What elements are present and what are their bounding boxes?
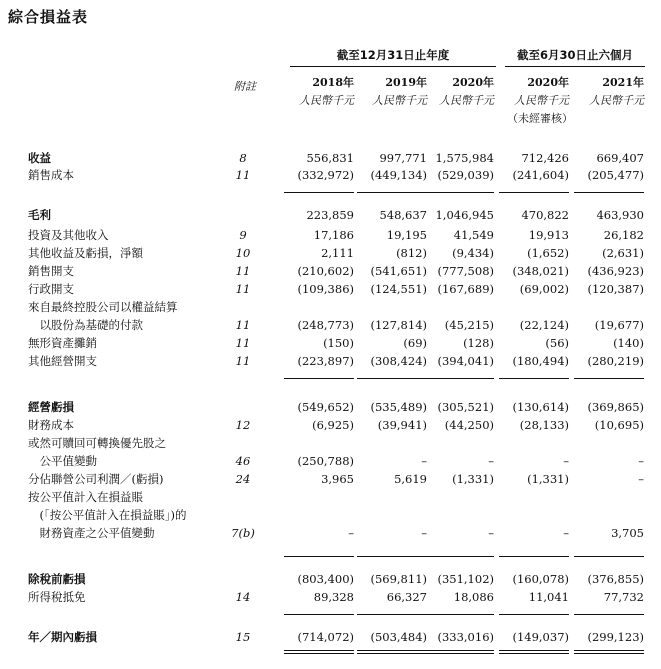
row-note: 9 [239,228,247,242]
row-value: (127,814) [370,318,427,332]
row-value: (128) [463,336,494,350]
year-group-rule [290,66,496,67]
row-label: 分佔聯營公司利潤／(虧損) [28,472,164,486]
row-value: (333,016) [437,630,494,644]
row-value: (241,604) [512,168,569,182]
year-header: 2019年 [385,76,427,89]
unit-header: 人民幣千元 [299,94,354,107]
year-group-header: 截至12月31日止年度 [336,48,450,62]
row-value: 3,705 [611,526,644,540]
row-value: (1,331) [527,472,569,486]
row-value: – [348,526,354,540]
row-value: 17,186 [313,228,354,242]
row-value: (569,811) [370,572,427,586]
row-value: (167,689) [437,282,494,296]
subtotal-rule [424,614,494,615]
total-rule [424,650,494,651]
note-column-header: 附註 [234,80,256,93]
row-label: 其他收益及虧損，淨額 [28,246,143,260]
row-value: – [488,526,494,540]
total-rule [574,653,644,654]
row-note: 24 [235,472,251,486]
subtotal-rule [574,192,644,193]
row-value: 26,182 [603,228,644,242]
row-value: (1,331) [452,472,494,486]
subtotal-rule [424,192,494,193]
row-note: 11 [235,336,251,350]
row-value: (69) [403,336,427,350]
row-label: 無形資產攤銷 [28,336,97,350]
row-label: (「按公平值計入在損益賬」)的 [28,508,187,522]
row-value: (210,602) [297,264,354,278]
unit-header: 人民幣千元 [372,94,427,107]
row-value: (299,123) [587,630,644,644]
row-value: – [421,526,427,540]
unit-header: 人民幣千元 [589,94,644,107]
row-value: (109,386) [297,282,354,296]
row-value: (10,695) [594,418,644,432]
row-label: 經營虧損 [28,400,74,414]
row-value: 223,859 [306,208,354,222]
total-rule [499,653,569,654]
row-value: 66,327 [386,590,427,604]
row-value: (149,037) [512,630,569,644]
row-value: (803,400) [297,572,354,586]
row-value: – [563,526,569,540]
row-label: 公平值變動 [28,454,97,468]
row-value: 11,041 [528,590,569,604]
row-value: 470,822 [521,208,569,222]
row-value: (39,941) [377,418,427,432]
row-value: (22,124) [519,318,569,332]
row-value: (305,521) [437,400,494,414]
row-value: (1,652) [527,246,569,260]
page-title: 綜合損益表 [8,8,89,26]
subtotal-rule [357,614,427,615]
row-note: 11 [235,168,251,182]
total-rule [499,650,569,651]
row-value: 463,930 [596,208,644,222]
unit-header: 人民幣千元 [514,94,569,107]
row-value: 2,111 [321,246,354,260]
halfyear-group-header: 截至6月30日止六個月 [516,48,633,62]
row-note: 11 [235,264,251,278]
row-value: 77,732 [603,590,644,604]
row-value: – [488,454,494,468]
row-label: 投資及其他收入 [28,228,109,242]
row-value: (280,219) [587,354,644,368]
total-rule [284,650,354,651]
row-value: (535,489) [370,400,427,414]
row-value: (2,631) [602,246,644,260]
row-label: 年／期內虧損 [28,630,97,644]
total-rule [574,650,644,651]
row-value: 997,771 [379,151,427,165]
row-value: (436,923) [587,264,644,278]
row-value: (205,477) [587,168,644,182]
row-value: 1,575,984 [435,151,494,165]
row-value: (130,614) [512,400,569,414]
row-value: (250,788) [297,454,354,468]
subtotal-rule [499,378,569,379]
row-value: (332,972) [297,168,354,182]
total-rule [357,650,427,651]
row-value: (9,434) [452,246,494,260]
year-header: 2021年 [602,76,644,89]
row-label: 財務資產之公平值變動 [28,526,155,540]
row-value: 3,965 [321,472,354,486]
row-value: (541,651) [370,264,427,278]
row-label: 財務成本 [28,418,74,432]
row-label: 所得稅抵免 [28,590,86,604]
row-note: 10 [235,246,251,260]
row-value: (369,865) [587,400,644,414]
total-rule [424,653,494,654]
row-note: 14 [235,590,251,604]
subtotal-rule [574,378,644,379]
row-value: (449,134) [370,168,427,182]
year-header: 2018年 [312,76,354,89]
subtotal-rule [357,192,427,193]
year-header: 2020年 [527,76,569,89]
row-value: (56) [545,336,569,350]
subtotal-rule [499,614,569,615]
row-value: 19,913 [528,228,569,242]
row-value: 18,086 [453,590,494,604]
row-value: (223,897) [297,354,354,368]
row-label: 銷售成本 [28,168,74,182]
row-value: 5,619 [394,472,427,486]
row-value: (19,677) [594,318,644,332]
row-value: (529,039) [437,168,494,182]
row-label: 或然可贖回可轉換優先股之 [28,436,166,450]
row-value: – [638,472,644,486]
row-note: 11 [235,282,251,296]
row-value: (120,387) [587,282,644,296]
unaudited-note: （未經審核） [507,112,573,125]
row-value: 669,407 [596,151,644,165]
row-value: (180,494) [512,354,569,368]
unit-header: 人民幣千元 [439,94,494,107]
row-label: 毛利 [28,208,51,222]
total-rule [357,653,427,654]
row-value: 556,831 [306,151,354,165]
row-note: 15 [235,630,251,644]
row-note: 11 [235,354,251,368]
row-note: 11 [235,318,251,332]
row-value: 548,637 [379,208,427,222]
total-rule [284,653,354,654]
subtotal-rule [284,378,354,379]
row-value: (28,133) [519,418,569,432]
row-value: – [563,454,569,468]
row-value: (248,773) [297,318,354,332]
row-label: 收益 [28,151,51,165]
subtotal-rule [357,378,427,379]
row-label: 以股份為基礎的付款 [28,318,143,332]
row-value: (376,855) [587,572,644,586]
subtotal-rule [574,614,644,615]
row-value: (160,078) [512,572,569,586]
subtotal-rule [284,556,354,557]
row-label: 行政開支 [28,282,74,296]
row-value: – [421,454,427,468]
halfyear-group-rule [505,66,645,67]
row-value: (308,424) [370,354,427,368]
subtotal-rule [424,556,494,557]
subtotal-rule [284,614,354,615]
row-value: 1,046,945 [435,208,494,222]
subtotal-rule [284,192,354,193]
row-label: 銷售開支 [28,264,74,278]
row-value: (45,215) [444,318,494,332]
row-value: 89,328 [313,590,354,604]
row-note: 12 [235,418,251,432]
row-value: (714,072) [297,630,354,644]
row-value: 41,549 [453,228,494,242]
row-value: (124,551) [370,282,427,296]
row-note: 46 [235,454,251,468]
row-value: (394,041) [437,354,494,368]
row-value: (503,484) [370,630,427,644]
row-value: (150) [323,336,354,350]
row-label: 其他經營開支 [28,354,97,368]
row-value: (777,508) [437,264,494,278]
row-value: (812) [396,246,427,260]
row-value: (6,925) [312,418,354,432]
row-label: 按公平值計入在損益賬 [28,490,143,504]
row-value: – [638,454,644,468]
row-value: (549,652) [297,400,354,414]
row-note: 7(b) [231,526,255,540]
row-label: 除稅前虧損 [28,572,86,586]
subtotal-rule [574,556,644,557]
subtotal-rule [499,192,569,193]
row-note: 8 [239,151,247,165]
row-value: 712,426 [521,151,569,165]
subtotal-rule [499,556,569,557]
row-value: (44,250) [444,418,494,432]
row-value: 19,195 [386,228,427,242]
row-label: 來自最終控股公司以權益結算 [28,300,178,314]
subtotal-rule [424,378,494,379]
row-value: (351,102) [437,572,494,586]
subtotal-rule [357,556,427,557]
row-value: (348,021) [512,264,569,278]
row-value: (69,002) [519,282,569,296]
row-value: (140) [613,336,644,350]
year-header: 2020年 [452,76,494,89]
